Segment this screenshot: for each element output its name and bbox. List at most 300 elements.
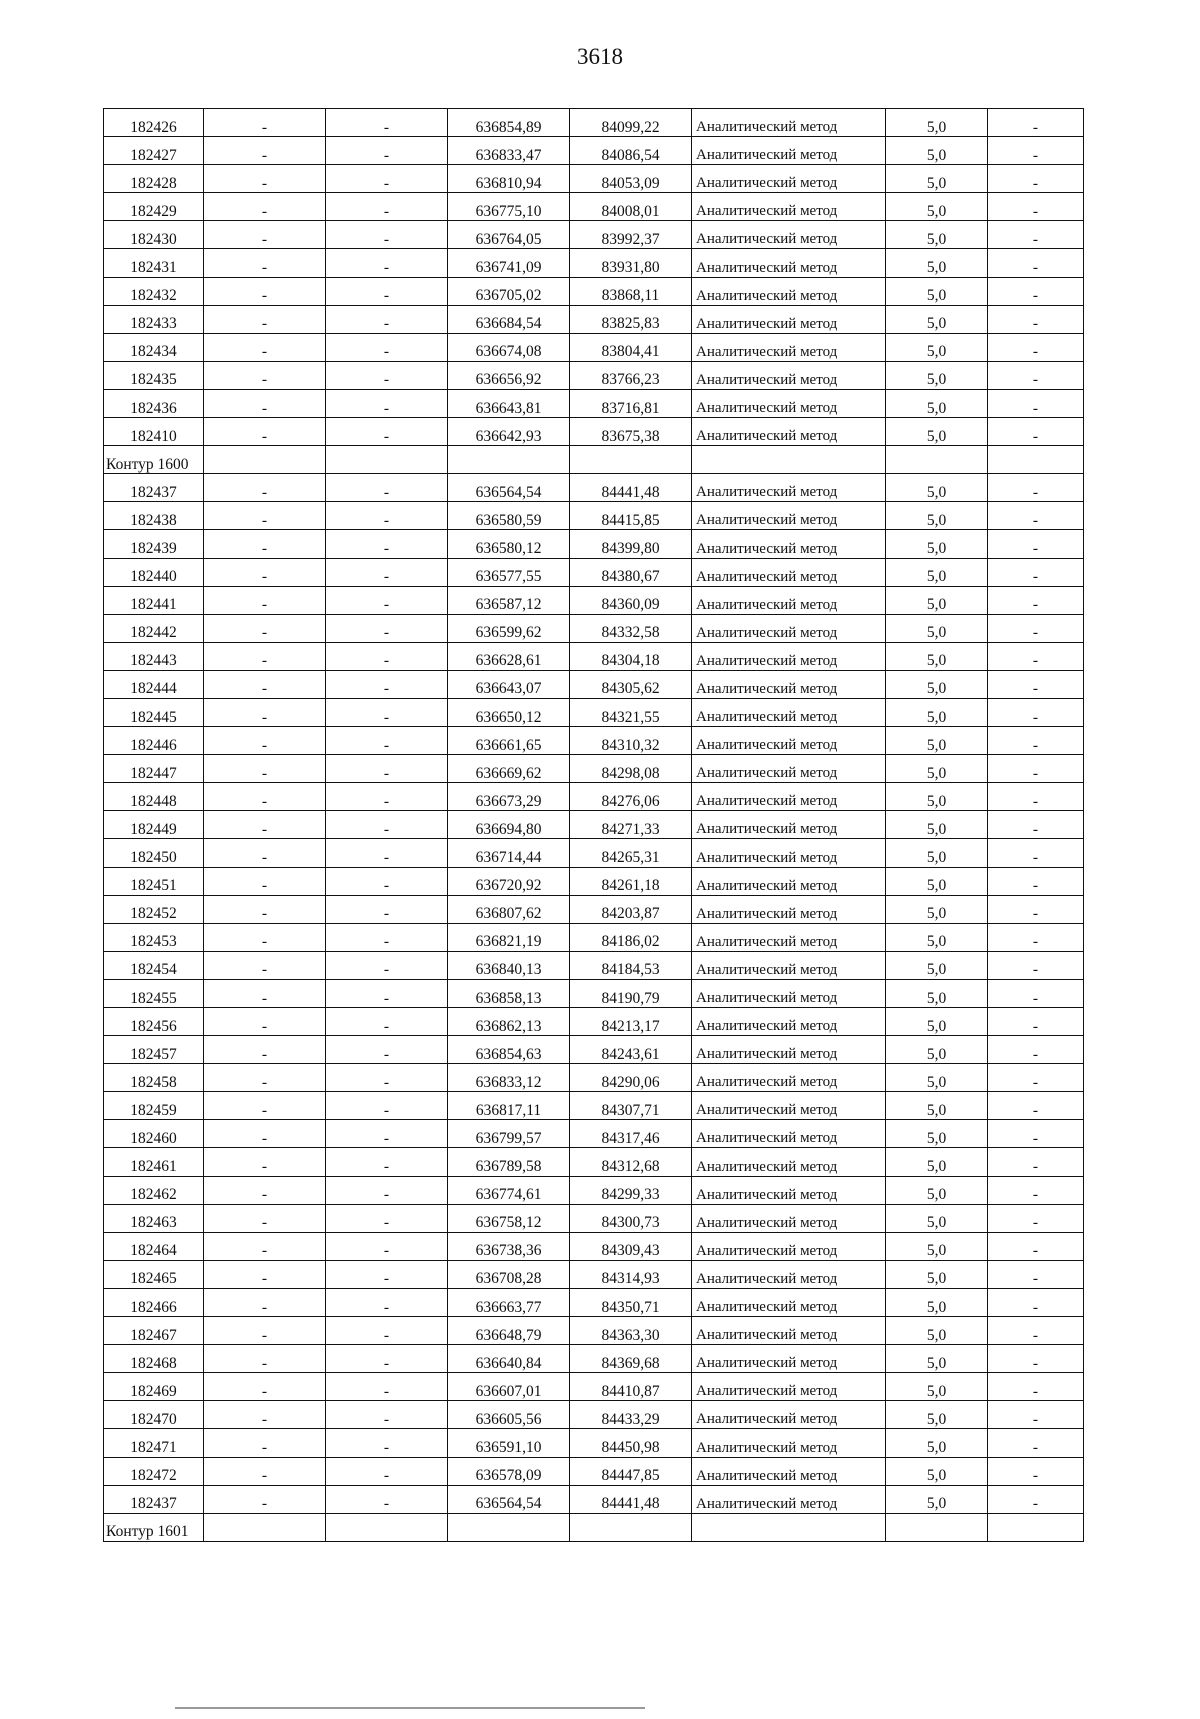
dash-cell: - bbox=[988, 1148, 1084, 1176]
point-id-cell: 182436 bbox=[104, 389, 204, 417]
dash-cell: - bbox=[326, 418, 448, 446]
precision-cell: 5,0 bbox=[886, 1036, 988, 1064]
dash-cell: - bbox=[326, 586, 448, 614]
dash-cell: - bbox=[204, 1176, 326, 1204]
dash-cell: - bbox=[204, 530, 326, 558]
y-coordinate-cell: 84304,18 bbox=[570, 642, 692, 670]
x-coordinate-cell: 636741,09 bbox=[448, 249, 570, 277]
table-row bbox=[104, 221, 1084, 249]
method-cell: Аналитический метод bbox=[692, 109, 886, 137]
y-coordinate-cell: 84441,48 bbox=[570, 474, 692, 502]
table-row bbox=[104, 361, 1084, 389]
empty-cell bbox=[692, 446, 886, 474]
dash-cell: - bbox=[204, 923, 326, 951]
y-coordinate-cell: 83675,38 bbox=[570, 418, 692, 446]
table-row bbox=[104, 867, 1084, 895]
y-coordinate-cell: 83825,83 bbox=[570, 305, 692, 333]
method-cell: Аналитический метод bbox=[692, 361, 886, 389]
dash-cell: - bbox=[988, 839, 1084, 867]
method-cell: Аналитический метод bbox=[692, 783, 886, 811]
point-id-cell: 182428 bbox=[104, 165, 204, 193]
x-coordinate-cell: 636817,11 bbox=[448, 1092, 570, 1120]
point-id-cell: 182449 bbox=[104, 811, 204, 839]
dash-cell: - bbox=[988, 389, 1084, 417]
dash-cell: - bbox=[204, 586, 326, 614]
y-coordinate-cell: 84099,22 bbox=[570, 109, 692, 137]
table-row bbox=[104, 193, 1084, 221]
dash-cell: - bbox=[204, 109, 326, 137]
method-cell: Аналитический метод bbox=[692, 502, 886, 530]
point-id-cell: 182433 bbox=[104, 305, 204, 333]
y-coordinate-cell: 84271,33 bbox=[570, 811, 692, 839]
x-coordinate-cell: 636580,59 bbox=[448, 502, 570, 530]
method-cell: Аналитический метод bbox=[692, 951, 886, 979]
x-coordinate-cell: 636580,12 bbox=[448, 530, 570, 558]
table-row bbox=[104, 137, 1084, 165]
x-coordinate-cell: 636587,12 bbox=[448, 586, 570, 614]
dash-cell: - bbox=[988, 1485, 1084, 1513]
table-row bbox=[104, 418, 1084, 446]
y-coordinate-cell: 84380,67 bbox=[570, 558, 692, 586]
dash-cell: - bbox=[204, 305, 326, 333]
dash-cell: - bbox=[988, 783, 1084, 811]
y-coordinate-cell: 84261,18 bbox=[570, 867, 692, 895]
x-coordinate-cell: 636648,79 bbox=[448, 1317, 570, 1345]
method-cell: Аналитический метод bbox=[692, 923, 886, 951]
method-cell: Аналитический метод bbox=[692, 530, 886, 558]
scan-artifact-line bbox=[175, 1707, 645, 1709]
dash-cell: - bbox=[204, 979, 326, 1007]
y-coordinate-cell: 84321,55 bbox=[570, 698, 692, 726]
x-coordinate-cell: 636674,08 bbox=[448, 333, 570, 361]
dash-cell: - bbox=[204, 1008, 326, 1036]
point-id-cell: 182434 bbox=[104, 333, 204, 361]
table-row bbox=[104, 923, 1084, 951]
table-row bbox=[104, 1064, 1084, 1092]
table-row bbox=[104, 839, 1084, 867]
dash-cell: - bbox=[988, 727, 1084, 755]
precision-cell: 5,0 bbox=[886, 895, 988, 923]
precision-cell: 5,0 bbox=[886, 867, 988, 895]
dash-cell: - bbox=[204, 1232, 326, 1260]
method-cell: Аналитический метод bbox=[692, 839, 886, 867]
precision-cell: 5,0 bbox=[886, 670, 988, 698]
x-coordinate-cell: 636642,93 bbox=[448, 418, 570, 446]
x-coordinate-cell: 636564,54 bbox=[448, 474, 570, 502]
dash-cell: - bbox=[204, 839, 326, 867]
y-coordinate-cell: 84447,85 bbox=[570, 1457, 692, 1485]
method-cell: Аналитический метод bbox=[692, 1345, 886, 1373]
dash-cell: - bbox=[326, 277, 448, 305]
precision-cell: 5,0 bbox=[886, 1401, 988, 1429]
x-coordinate-cell: 636694,80 bbox=[448, 811, 570, 839]
dash-cell: - bbox=[326, 474, 448, 502]
dash-cell: - bbox=[204, 1401, 326, 1429]
x-coordinate-cell: 636774,61 bbox=[448, 1176, 570, 1204]
method-cell: Аналитический метод bbox=[692, 558, 886, 586]
point-id-cell: 182462 bbox=[104, 1176, 204, 1204]
dash-cell: - bbox=[204, 1345, 326, 1373]
table-row bbox=[104, 755, 1084, 783]
table-row bbox=[104, 1092, 1084, 1120]
point-id-cell: 182426 bbox=[104, 109, 204, 137]
precision-cell: 5,0 bbox=[886, 1232, 988, 1260]
table-row bbox=[104, 1457, 1084, 1485]
y-coordinate-cell: 84008,01 bbox=[570, 193, 692, 221]
table-row bbox=[104, 389, 1084, 417]
dash-cell: - bbox=[204, 1036, 326, 1064]
method-cell: Аналитический метод bbox=[692, 1260, 886, 1288]
dash-cell: - bbox=[988, 698, 1084, 726]
dash-cell: - bbox=[988, 811, 1084, 839]
precision-cell: 5,0 bbox=[886, 1120, 988, 1148]
dash-cell: - bbox=[988, 1204, 1084, 1232]
method-cell: Аналитический метод bbox=[692, 418, 886, 446]
table-row bbox=[104, 783, 1084, 811]
dash-cell: - bbox=[204, 502, 326, 530]
method-cell: Аналитический метод bbox=[692, 221, 886, 249]
contour-row bbox=[104, 1513, 1084, 1541]
dash-cell: - bbox=[326, 1288, 448, 1316]
x-coordinate-cell: 636656,92 bbox=[448, 361, 570, 389]
dash-cell: - bbox=[204, 1317, 326, 1345]
precision-cell: 5,0 bbox=[886, 1148, 988, 1176]
point-id-cell: 182455 bbox=[104, 979, 204, 1007]
dash-cell: - bbox=[326, 305, 448, 333]
dash-cell: - bbox=[988, 193, 1084, 221]
precision-cell: 5,0 bbox=[886, 389, 988, 417]
table-row bbox=[104, 474, 1084, 502]
dash-cell: - bbox=[988, 165, 1084, 193]
precision-cell: 5,0 bbox=[886, 1176, 988, 1204]
dash-cell: - bbox=[326, 1317, 448, 1345]
empty-cell bbox=[570, 1513, 692, 1541]
dash-cell: - bbox=[204, 867, 326, 895]
method-cell: Аналитический метод bbox=[692, 1148, 886, 1176]
dash-cell: - bbox=[204, 193, 326, 221]
dash-cell: - bbox=[326, 1092, 448, 1120]
y-coordinate-cell: 84190,79 bbox=[570, 979, 692, 1007]
y-coordinate-cell: 84305,62 bbox=[570, 670, 692, 698]
x-coordinate-cell: 636810,94 bbox=[448, 165, 570, 193]
dash-cell: - bbox=[326, 165, 448, 193]
point-id-cell: 182448 bbox=[104, 783, 204, 811]
x-coordinate-cell: 636705,02 bbox=[448, 277, 570, 305]
table-row bbox=[104, 1317, 1084, 1345]
dash-cell: - bbox=[204, 727, 326, 755]
x-coordinate-cell: 636858,13 bbox=[448, 979, 570, 1007]
dash-cell: - bbox=[326, 1485, 448, 1513]
precision-cell: 5,0 bbox=[886, 783, 988, 811]
point-id-cell: 182443 bbox=[104, 642, 204, 670]
dash-cell: - bbox=[204, 1373, 326, 1401]
dash-cell: - bbox=[326, 614, 448, 642]
dash-cell: - bbox=[326, 1373, 448, 1401]
y-coordinate-cell: 84310,32 bbox=[570, 727, 692, 755]
point-id-cell: 182468 bbox=[104, 1345, 204, 1373]
table-row bbox=[104, 811, 1084, 839]
precision-cell: 5,0 bbox=[886, 418, 988, 446]
precision-cell: 5,0 bbox=[886, 1204, 988, 1232]
method-cell: Аналитический метод bbox=[692, 474, 886, 502]
method-cell: Аналитический метод bbox=[692, 755, 886, 783]
dash-cell: - bbox=[988, 305, 1084, 333]
point-id-cell: 182429 bbox=[104, 193, 204, 221]
point-id-cell: 182454 bbox=[104, 951, 204, 979]
table-row bbox=[104, 1288, 1084, 1316]
y-coordinate-cell: 84213,17 bbox=[570, 1008, 692, 1036]
table-row bbox=[104, 727, 1084, 755]
method-cell: Аналитический метод bbox=[692, 249, 886, 277]
point-id-cell: 182435 bbox=[104, 361, 204, 389]
method-cell: Аналитический метод bbox=[692, 727, 886, 755]
y-coordinate-cell: 84309,43 bbox=[570, 1232, 692, 1260]
dash-cell: - bbox=[204, 418, 326, 446]
dash-cell: - bbox=[326, 727, 448, 755]
y-coordinate-cell: 83868,11 bbox=[570, 277, 692, 305]
method-cell: Аналитический метод bbox=[692, 811, 886, 839]
precision-cell: 5,0 bbox=[886, 839, 988, 867]
table-row bbox=[104, 530, 1084, 558]
method-cell: Аналитический метод bbox=[692, 1401, 886, 1429]
method-cell: Аналитический метод bbox=[692, 1373, 886, 1401]
y-coordinate-cell: 84298,08 bbox=[570, 755, 692, 783]
point-id-cell: 182458 bbox=[104, 1064, 204, 1092]
dash-cell: - bbox=[988, 502, 1084, 530]
precision-cell: 5,0 bbox=[886, 1485, 988, 1513]
method-cell: Аналитический метод bbox=[692, 333, 886, 361]
dash-cell: - bbox=[326, 1429, 448, 1457]
table-row bbox=[104, 951, 1084, 979]
empty-cell bbox=[448, 1513, 570, 1541]
y-coordinate-cell: 84410,87 bbox=[570, 1373, 692, 1401]
dash-cell: - bbox=[204, 1064, 326, 1092]
x-coordinate-cell: 636840,13 bbox=[448, 951, 570, 979]
table-row bbox=[104, 1204, 1084, 1232]
y-coordinate-cell: 84184,53 bbox=[570, 951, 692, 979]
point-id-cell: 182461 bbox=[104, 1148, 204, 1176]
dash-cell: - bbox=[204, 783, 326, 811]
precision-cell: 5,0 bbox=[886, 979, 988, 1007]
dash-cell: - bbox=[988, 1345, 1084, 1373]
precision-cell: 5,0 bbox=[886, 1373, 988, 1401]
dash-cell: - bbox=[326, 923, 448, 951]
x-coordinate-cell: 636640,84 bbox=[448, 1345, 570, 1373]
y-coordinate-cell: 84243,61 bbox=[570, 1036, 692, 1064]
x-coordinate-cell: 636643,81 bbox=[448, 389, 570, 417]
y-coordinate-cell: 84276,06 bbox=[570, 783, 692, 811]
table-row bbox=[104, 1176, 1084, 1204]
precision-cell: 5,0 bbox=[886, 1288, 988, 1316]
y-coordinate-cell: 84053,09 bbox=[570, 165, 692, 193]
point-id-cell: 182427 bbox=[104, 137, 204, 165]
dash-cell: - bbox=[326, 137, 448, 165]
x-coordinate-cell: 636775,10 bbox=[448, 193, 570, 221]
point-id-cell: 182447 bbox=[104, 755, 204, 783]
precision-cell: 5,0 bbox=[886, 474, 988, 502]
dash-cell: - bbox=[988, 614, 1084, 642]
dash-cell: - bbox=[326, 1260, 448, 1288]
point-id-cell: 182457 bbox=[104, 1036, 204, 1064]
y-coordinate-cell: 84290,06 bbox=[570, 1064, 692, 1092]
page-number: 3618 bbox=[577, 44, 623, 69]
dash-cell: - bbox=[204, 614, 326, 642]
dash-cell: - bbox=[326, 333, 448, 361]
precision-cell: 5,0 bbox=[886, 530, 988, 558]
precision-cell: 5,0 bbox=[886, 137, 988, 165]
dash-cell: - bbox=[326, 249, 448, 277]
point-id-cell: 182430 bbox=[104, 221, 204, 249]
dash-cell: - bbox=[988, 474, 1084, 502]
dash-cell: - bbox=[988, 923, 1084, 951]
point-id-cell: 182460 bbox=[104, 1120, 204, 1148]
table-row bbox=[104, 895, 1084, 923]
dash-cell: - bbox=[988, 642, 1084, 670]
y-coordinate-cell: 83992,37 bbox=[570, 221, 692, 249]
method-cell: Аналитический метод bbox=[692, 137, 886, 165]
x-coordinate-cell: 636764,05 bbox=[448, 221, 570, 249]
dash-cell: - bbox=[204, 1429, 326, 1457]
empty-cell bbox=[448, 446, 570, 474]
dash-cell: - bbox=[326, 109, 448, 137]
x-coordinate-cell: 636833,47 bbox=[448, 137, 570, 165]
precision-cell: 5,0 bbox=[886, 333, 988, 361]
contour-label: Контур 1600 bbox=[104, 446, 204, 474]
y-coordinate-cell: 84086,54 bbox=[570, 137, 692, 165]
empty-cell bbox=[204, 446, 326, 474]
method-cell: Аналитический метод bbox=[692, 1457, 886, 1485]
precision-cell: 5,0 bbox=[886, 193, 988, 221]
coordinates-table bbox=[103, 108, 1084, 1542]
dash-cell: - bbox=[204, 951, 326, 979]
dash-cell: - bbox=[326, 558, 448, 586]
y-coordinate-cell: 84360,09 bbox=[570, 586, 692, 614]
dash-cell: - bbox=[326, 1120, 448, 1148]
precision-cell: 5,0 bbox=[886, 361, 988, 389]
point-id-cell: 182410 bbox=[104, 418, 204, 446]
point-id-cell: 182441 bbox=[104, 586, 204, 614]
dash-cell: - bbox=[204, 361, 326, 389]
dash-cell: - bbox=[988, 895, 1084, 923]
dash-cell: - bbox=[988, 1120, 1084, 1148]
dash-cell: - bbox=[204, 1260, 326, 1288]
method-cell: Аналитический метод bbox=[692, 193, 886, 221]
dash-cell: - bbox=[988, 1260, 1084, 1288]
method-cell: Аналитический метод bbox=[692, 642, 886, 670]
dash-cell: - bbox=[326, 1148, 448, 1176]
dash-cell: - bbox=[326, 1064, 448, 1092]
dash-cell: - bbox=[988, 1092, 1084, 1120]
dash-cell: - bbox=[326, 1176, 448, 1204]
precision-cell: 5,0 bbox=[886, 109, 988, 137]
dash-cell: - bbox=[326, 361, 448, 389]
dash-cell: - bbox=[988, 1064, 1084, 1092]
table-row bbox=[104, 1120, 1084, 1148]
precision-cell: 5,0 bbox=[886, 502, 988, 530]
method-cell: Аналитический метод bbox=[692, 1008, 886, 1036]
y-coordinate-cell: 84433,29 bbox=[570, 1401, 692, 1429]
method-cell: Аналитический метод bbox=[692, 1036, 886, 1064]
dash-cell: - bbox=[204, 811, 326, 839]
x-coordinate-cell: 636720,92 bbox=[448, 867, 570, 895]
point-id-cell: 182446 bbox=[104, 727, 204, 755]
dash-cell: - bbox=[326, 979, 448, 1007]
table-row bbox=[104, 1008, 1084, 1036]
contour-row bbox=[104, 446, 1084, 474]
precision-cell: 5,0 bbox=[886, 727, 988, 755]
dash-cell: - bbox=[326, 502, 448, 530]
point-id-cell: 182459 bbox=[104, 1092, 204, 1120]
y-coordinate-cell: 84203,87 bbox=[570, 895, 692, 923]
dash-cell: - bbox=[326, 193, 448, 221]
y-coordinate-cell: 84186,02 bbox=[570, 923, 692, 951]
y-coordinate-cell: 83716,81 bbox=[570, 389, 692, 417]
dash-cell: - bbox=[326, 1036, 448, 1064]
dash-cell: - bbox=[988, 867, 1084, 895]
method-cell: Аналитический метод bbox=[692, 586, 886, 614]
point-id-cell: 182437 bbox=[104, 1485, 204, 1513]
x-coordinate-cell: 636758,12 bbox=[448, 1204, 570, 1232]
x-coordinate-cell: 636708,28 bbox=[448, 1260, 570, 1288]
x-coordinate-cell: 636669,62 bbox=[448, 755, 570, 783]
point-id-cell: 182437 bbox=[104, 474, 204, 502]
dash-cell: - bbox=[326, 1401, 448, 1429]
dash-cell: - bbox=[204, 389, 326, 417]
table-row bbox=[104, 305, 1084, 333]
x-coordinate-cell: 636591,10 bbox=[448, 1429, 570, 1457]
x-coordinate-cell: 636854,63 bbox=[448, 1036, 570, 1064]
dash-cell: - bbox=[204, 137, 326, 165]
precision-cell: 5,0 bbox=[886, 305, 988, 333]
dash-cell: - bbox=[204, 1457, 326, 1485]
point-id-cell: 182432 bbox=[104, 277, 204, 305]
point-id-cell: 182445 bbox=[104, 698, 204, 726]
point-id-cell: 182471 bbox=[104, 1429, 204, 1457]
x-coordinate-cell: 636650,12 bbox=[448, 698, 570, 726]
y-coordinate-cell: 84299,33 bbox=[570, 1176, 692, 1204]
dash-cell: - bbox=[988, 1176, 1084, 1204]
empty-cell bbox=[988, 446, 1084, 474]
method-cell: Аналитический метод bbox=[692, 1204, 886, 1232]
dash-cell: - bbox=[204, 249, 326, 277]
precision-cell: 5,0 bbox=[886, 1317, 988, 1345]
dash-cell: - bbox=[204, 1485, 326, 1513]
point-id-cell: 182472 bbox=[104, 1457, 204, 1485]
dash-cell: - bbox=[326, 642, 448, 670]
dash-cell: - bbox=[326, 755, 448, 783]
precision-cell: 5,0 bbox=[886, 951, 988, 979]
precision-cell: 5,0 bbox=[886, 614, 988, 642]
method-cell: Аналитический метод bbox=[692, 389, 886, 417]
method-cell: Аналитический метод bbox=[692, 305, 886, 333]
dash-cell: - bbox=[326, 1345, 448, 1373]
y-coordinate-cell: 84332,58 bbox=[570, 614, 692, 642]
method-cell: Аналитический метод bbox=[692, 1288, 886, 1316]
dash-cell: - bbox=[204, 670, 326, 698]
point-id-cell: 182456 bbox=[104, 1008, 204, 1036]
dash-cell: - bbox=[326, 1232, 448, 1260]
precision-cell: 5,0 bbox=[886, 1345, 988, 1373]
dash-cell: - bbox=[204, 1288, 326, 1316]
dash-cell: - bbox=[988, 137, 1084, 165]
method-cell: Аналитический метод bbox=[692, 1120, 886, 1148]
dash-cell: - bbox=[988, 221, 1084, 249]
dash-cell: - bbox=[326, 1457, 448, 1485]
precision-cell: 5,0 bbox=[886, 277, 988, 305]
method-cell: Аналитический метод bbox=[692, 614, 886, 642]
dash-cell: - bbox=[988, 249, 1084, 277]
precision-cell: 5,0 bbox=[886, 1008, 988, 1036]
